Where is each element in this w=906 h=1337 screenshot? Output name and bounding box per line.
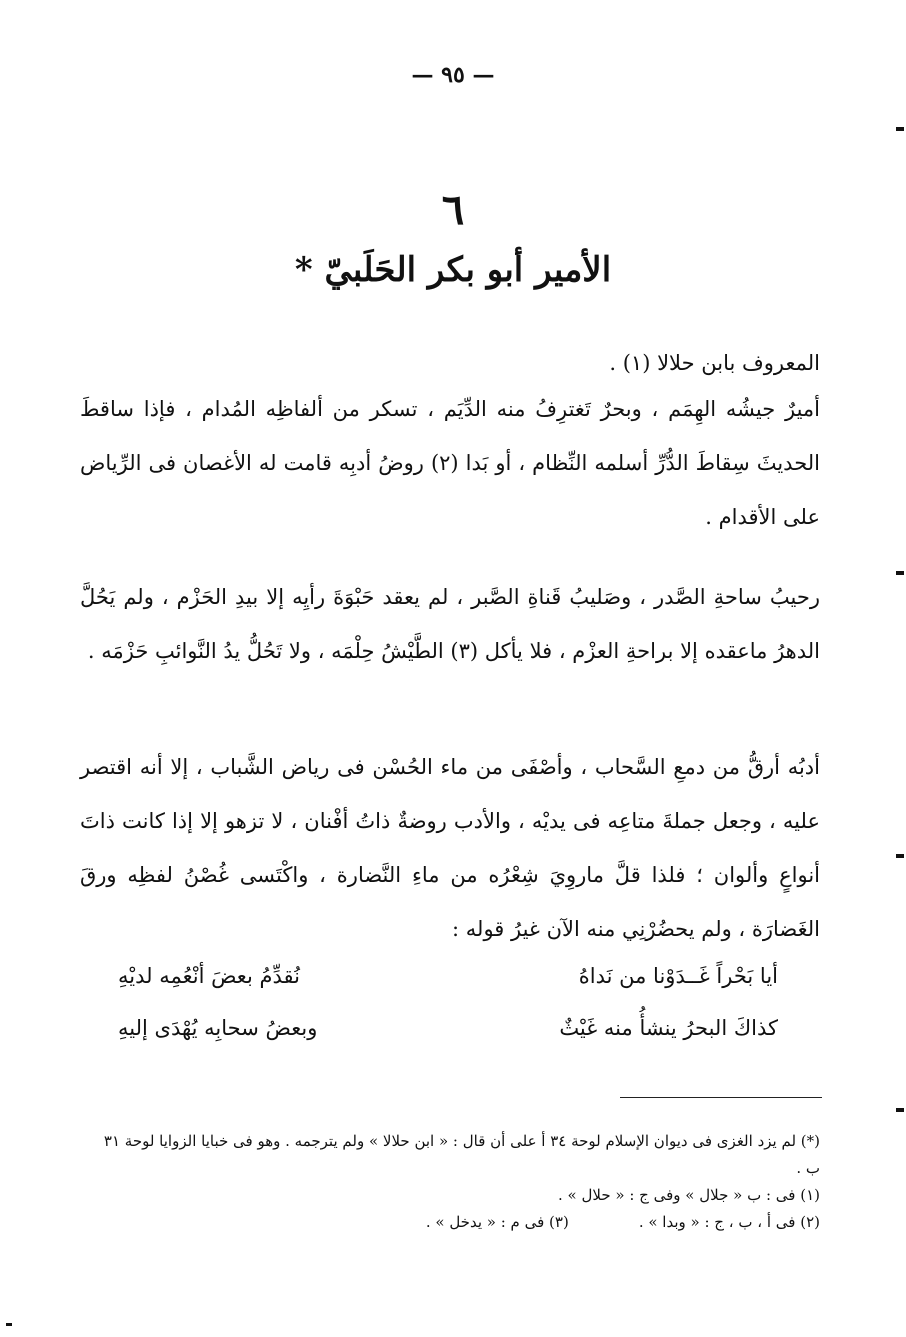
poem-verse: [118, 964, 778, 988]
footnote-star: (*) لم يزد الغزى فى ديوان الإسلام لوحة ٣٤ أ على أن قال : « ابن حلالا » ولم يترجمه . وهو فى خبايا الزوايا لوحة ٣١ ب .: [103, 1132, 820, 1177]
margin-mark: [896, 854, 904, 858]
page-number: — ٩٥ —: [411, 62, 495, 88]
paragraph-praise: أميرٌ جيشُه الهِمَم ، وبحرٌ تَغترِفُ منه الدِّيَم ، تسكر من ألفاظِه المُدام ، فإذا ساقطَ الحديثَ سِقاطَ الدُّرِّ أسلمه النِّظام ، أو بَدا (٢) روضُ أدبِه قامت له الأغصان فى الرِّياض على الأقدام .: [80, 397, 820, 529]
verse-second-hemistich: وبعضُ سحابِه يُهْدَى إليهِ: [118, 1016, 318, 1040]
paragraph-literature: أدبُه أرقُّ من دمعِ السَّحاب ، وأصْفَى من ماء الحُسْن فى رياض الشَّباب ، إلا أنه اقتصر عليه ، وجعل جملةَ متاعِه فى يديْه ، والأدب روضةٌ ذاتُ أفْنان ، لا تزهو إلا إذا كانت ذاتَ أنواعٍ وألوان ؛ فلذا قلَّ ماروِيَ شِعْرُه من ماءِ النَّضارة ، واكْتَسى غُصْنُ لفظِه ورقَ الغَضارَة ، ولم يحضُرْنِي منه الآن غيرُ قوله :: [80, 755, 820, 941]
footnote-1: (١) فى : ب « جلال » وفى ج : « حلال » .: [558, 1186, 820, 1204]
footnotes: [90, 1128, 820, 1236]
verse-second-hemistich: نُقدِّمُ بعضَ أنْعُمِه لديْهِ: [118, 964, 300, 988]
footnote-3: (٣) فى م : « يدخل » .: [425, 1213, 569, 1231]
margin-mark: [896, 127, 904, 131]
section-number: ٦: [441, 185, 465, 234]
verse-first-hemistich: كذاكَ البحرُ ينشأُ منه غَيْثٌ: [559, 1016, 778, 1040]
footnote-divider: [620, 1097, 822, 1098]
verse-first-hemistich: أيا بَحْراً غَــدَوْنا من نَداهُ: [578, 964, 778, 988]
margin-mark: [896, 571, 904, 575]
footnote-2: (٢) فى أ ، ب ، ج : « وبدا » .: [638, 1213, 820, 1231]
entry-title: الأمير أبو بكر الحَلَبيّ *: [294, 250, 612, 290]
paragraph-character: رحيبُ ساحةِ الصَّدر ، وصَليبُ قَناةِ الصَّبر ، لم يعقد حَبْوَةَ رأيِه إلا بيدِ الحَزْم ، ولم يَحُلَّ الدهرُ ماعقده إلا براحةِ العزْم ، فلا يأكل (٣) الطَّيْشُ حِلْمَه ، ولا تَحُلُّ يدُ النَّوائبِ حَزْمَه .: [80, 585, 820, 663]
poem-verse: [118, 1016, 778, 1040]
margin-mark: [896, 1108, 904, 1112]
margin-mark: [6, 1323, 12, 1326]
footnote-row: [90, 1209, 820, 1236]
paragraph-known-as: المعروف بابن حلالا (١) .: [609, 351, 820, 375]
